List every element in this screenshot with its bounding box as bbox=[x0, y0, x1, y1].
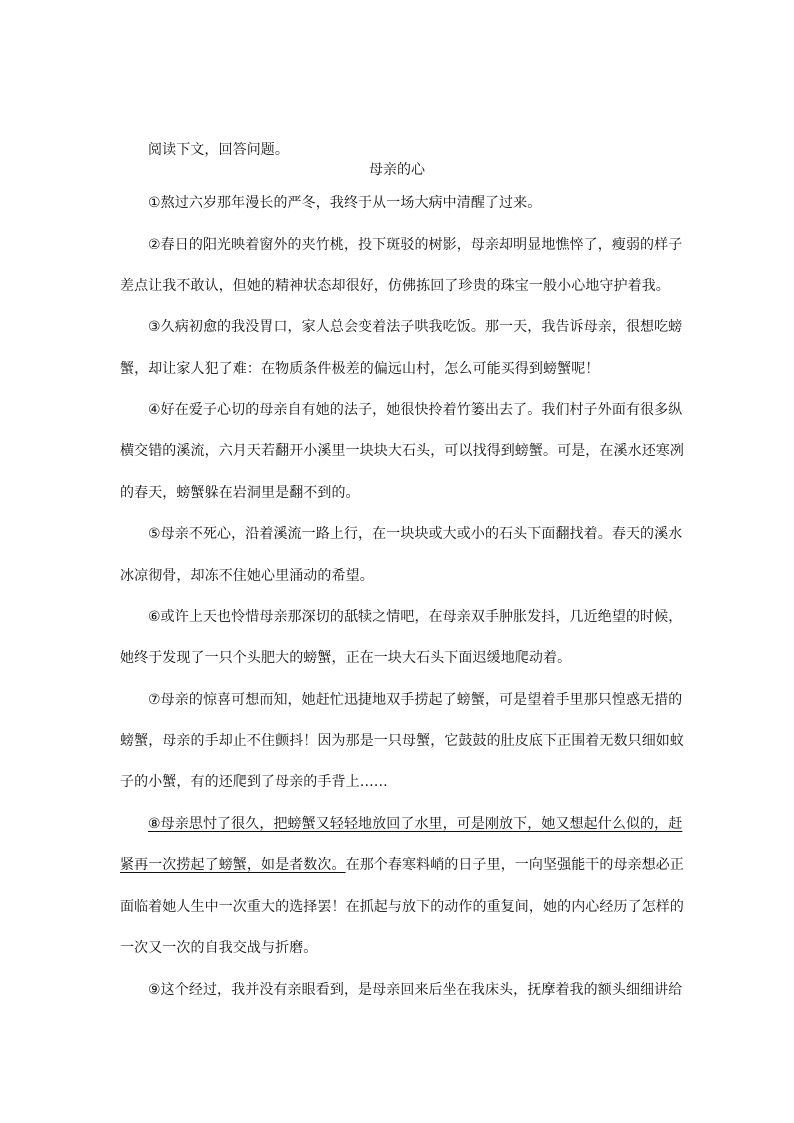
line-text: 一次又一次的自我交战与折磨。 bbox=[120, 940, 318, 956]
paragraph-line bbox=[120, 731, 684, 751]
line-text: 蟹，却让家人犯了难：在物质条件极差的偏远山村，怎么可能买得到螃蟹呢！ bbox=[120, 361, 600, 377]
paragraph-line bbox=[120, 566, 374, 586]
line-text: 的春天，螃蟹躲在岩洞里是翻不到的。 bbox=[120, 485, 360, 501]
line-text: 螃蟹，母亲的手却止不住颤抖！因为那是一只母蟹，它鼓鼓的肚皮底下正围着无数只细如蚊 bbox=[120, 733, 684, 749]
paragraph-line bbox=[120, 897, 684, 917]
paragraph-line bbox=[148, 317, 682, 337]
paragraph-line bbox=[148, 400, 682, 420]
paragraph-line bbox=[148, 814, 682, 834]
paragraph-line bbox=[120, 441, 684, 461]
line-text: ②春日的阳光映着窗外的夹竹桃，投下斑驳的树影，母亲却明显地憔悴了，瘦弱的样子 bbox=[148, 237, 683, 253]
line-text: ④好在爱子心切的母亲自有她的法子，她很快拎着竹篓出去了。我们村子外面有很多纵 bbox=[148, 402, 683, 418]
line-text: ①熬过六岁那年漫长的严冬，我终于从一场大病中清醒了过来。 bbox=[148, 195, 542, 211]
line-text: 在那个春寒料峭的日子里，一向坚强能干的母亲想必正 bbox=[345, 857, 685, 873]
line-text: 子的小蟹，有的还爬到了母亲的手背上…… bbox=[120, 774, 388, 790]
paragraph-line bbox=[120, 359, 599, 379]
underlined-text: 紧再一次捞起了螃蟹，如是者数次。 bbox=[120, 857, 346, 873]
paragraph-line bbox=[120, 855, 684, 875]
line-text: 她终于发现了一只个头肥大的螃蟹，正在一块大石头下面迟缓地爬动着。 bbox=[120, 650, 572, 666]
paragraph-line bbox=[120, 276, 670, 296]
underlined-text: ⑧母亲思忖了很久，把螃蟹又轻轻地放回了水里，可是刚放下，她又想起什么似的，赶 bbox=[148, 816, 683, 832]
paragraph-line bbox=[148, 607, 682, 627]
line-text: ⑨这个经过，我并没有亲眼看到，是母亲回来后坐在我床头，抚摩着我的额头细细讲给 bbox=[148, 982, 683, 998]
paragraph-line bbox=[148, 235, 682, 255]
line-text: 面临着她人生中一次重大的选择罢！在抓起与放下的动作的重复间，她的内心经历了怎样的 bbox=[120, 899, 684, 915]
line-text: ⑦母亲的惊喜可想而知，她赶忙迅捷地双手捞起了螃蟹，可是望着手里那只惶惑无措的 bbox=[148, 692, 683, 708]
paragraph-line bbox=[120, 648, 571, 668]
line-text: 冰凉彻骨，却冻不住她心里涌动的希望。 bbox=[120, 568, 374, 584]
paragraph-line bbox=[148, 524, 682, 544]
instruction-text: 阅读下文，回答问题。 bbox=[148, 142, 289, 158]
line-text: ⑥或许上天也怜惜母亲那深切的舐犊之情吧，在母亲双手肿胀发抖，几近绝望的时候， bbox=[148, 609, 683, 625]
article-title: 母亲的心 bbox=[369, 162, 425, 178]
paragraph-line bbox=[120, 938, 317, 958]
line-text: 差点让我不敢认，但她的精神状态却很好，仿佛拣回了珍贵的珠宝一般小心地守护着我。 bbox=[120, 278, 670, 294]
paragraph-line bbox=[120, 772, 388, 792]
line-text: ③久病初愈的我没胃口，家人总会变着法子哄我吃饭。那一天，我告诉母亲，很想吃螃 bbox=[148, 319, 683, 335]
paragraph-line bbox=[148, 980, 682, 1000]
line-text: ⑤母亲不死心，沿着溪流一路上行，在一块块或大或小的石头下面翻找着。春天的溪水 bbox=[148, 526, 683, 542]
line-text: 横交错的溪流，六月天若翻开小溪里一块块大石头，可以找得到螃蟹。可是，在溪水还寒冽 bbox=[120, 443, 684, 459]
paragraph-line bbox=[148, 193, 541, 213]
paragraph-line bbox=[120, 483, 360, 503]
paragraph-line bbox=[148, 690, 682, 710]
